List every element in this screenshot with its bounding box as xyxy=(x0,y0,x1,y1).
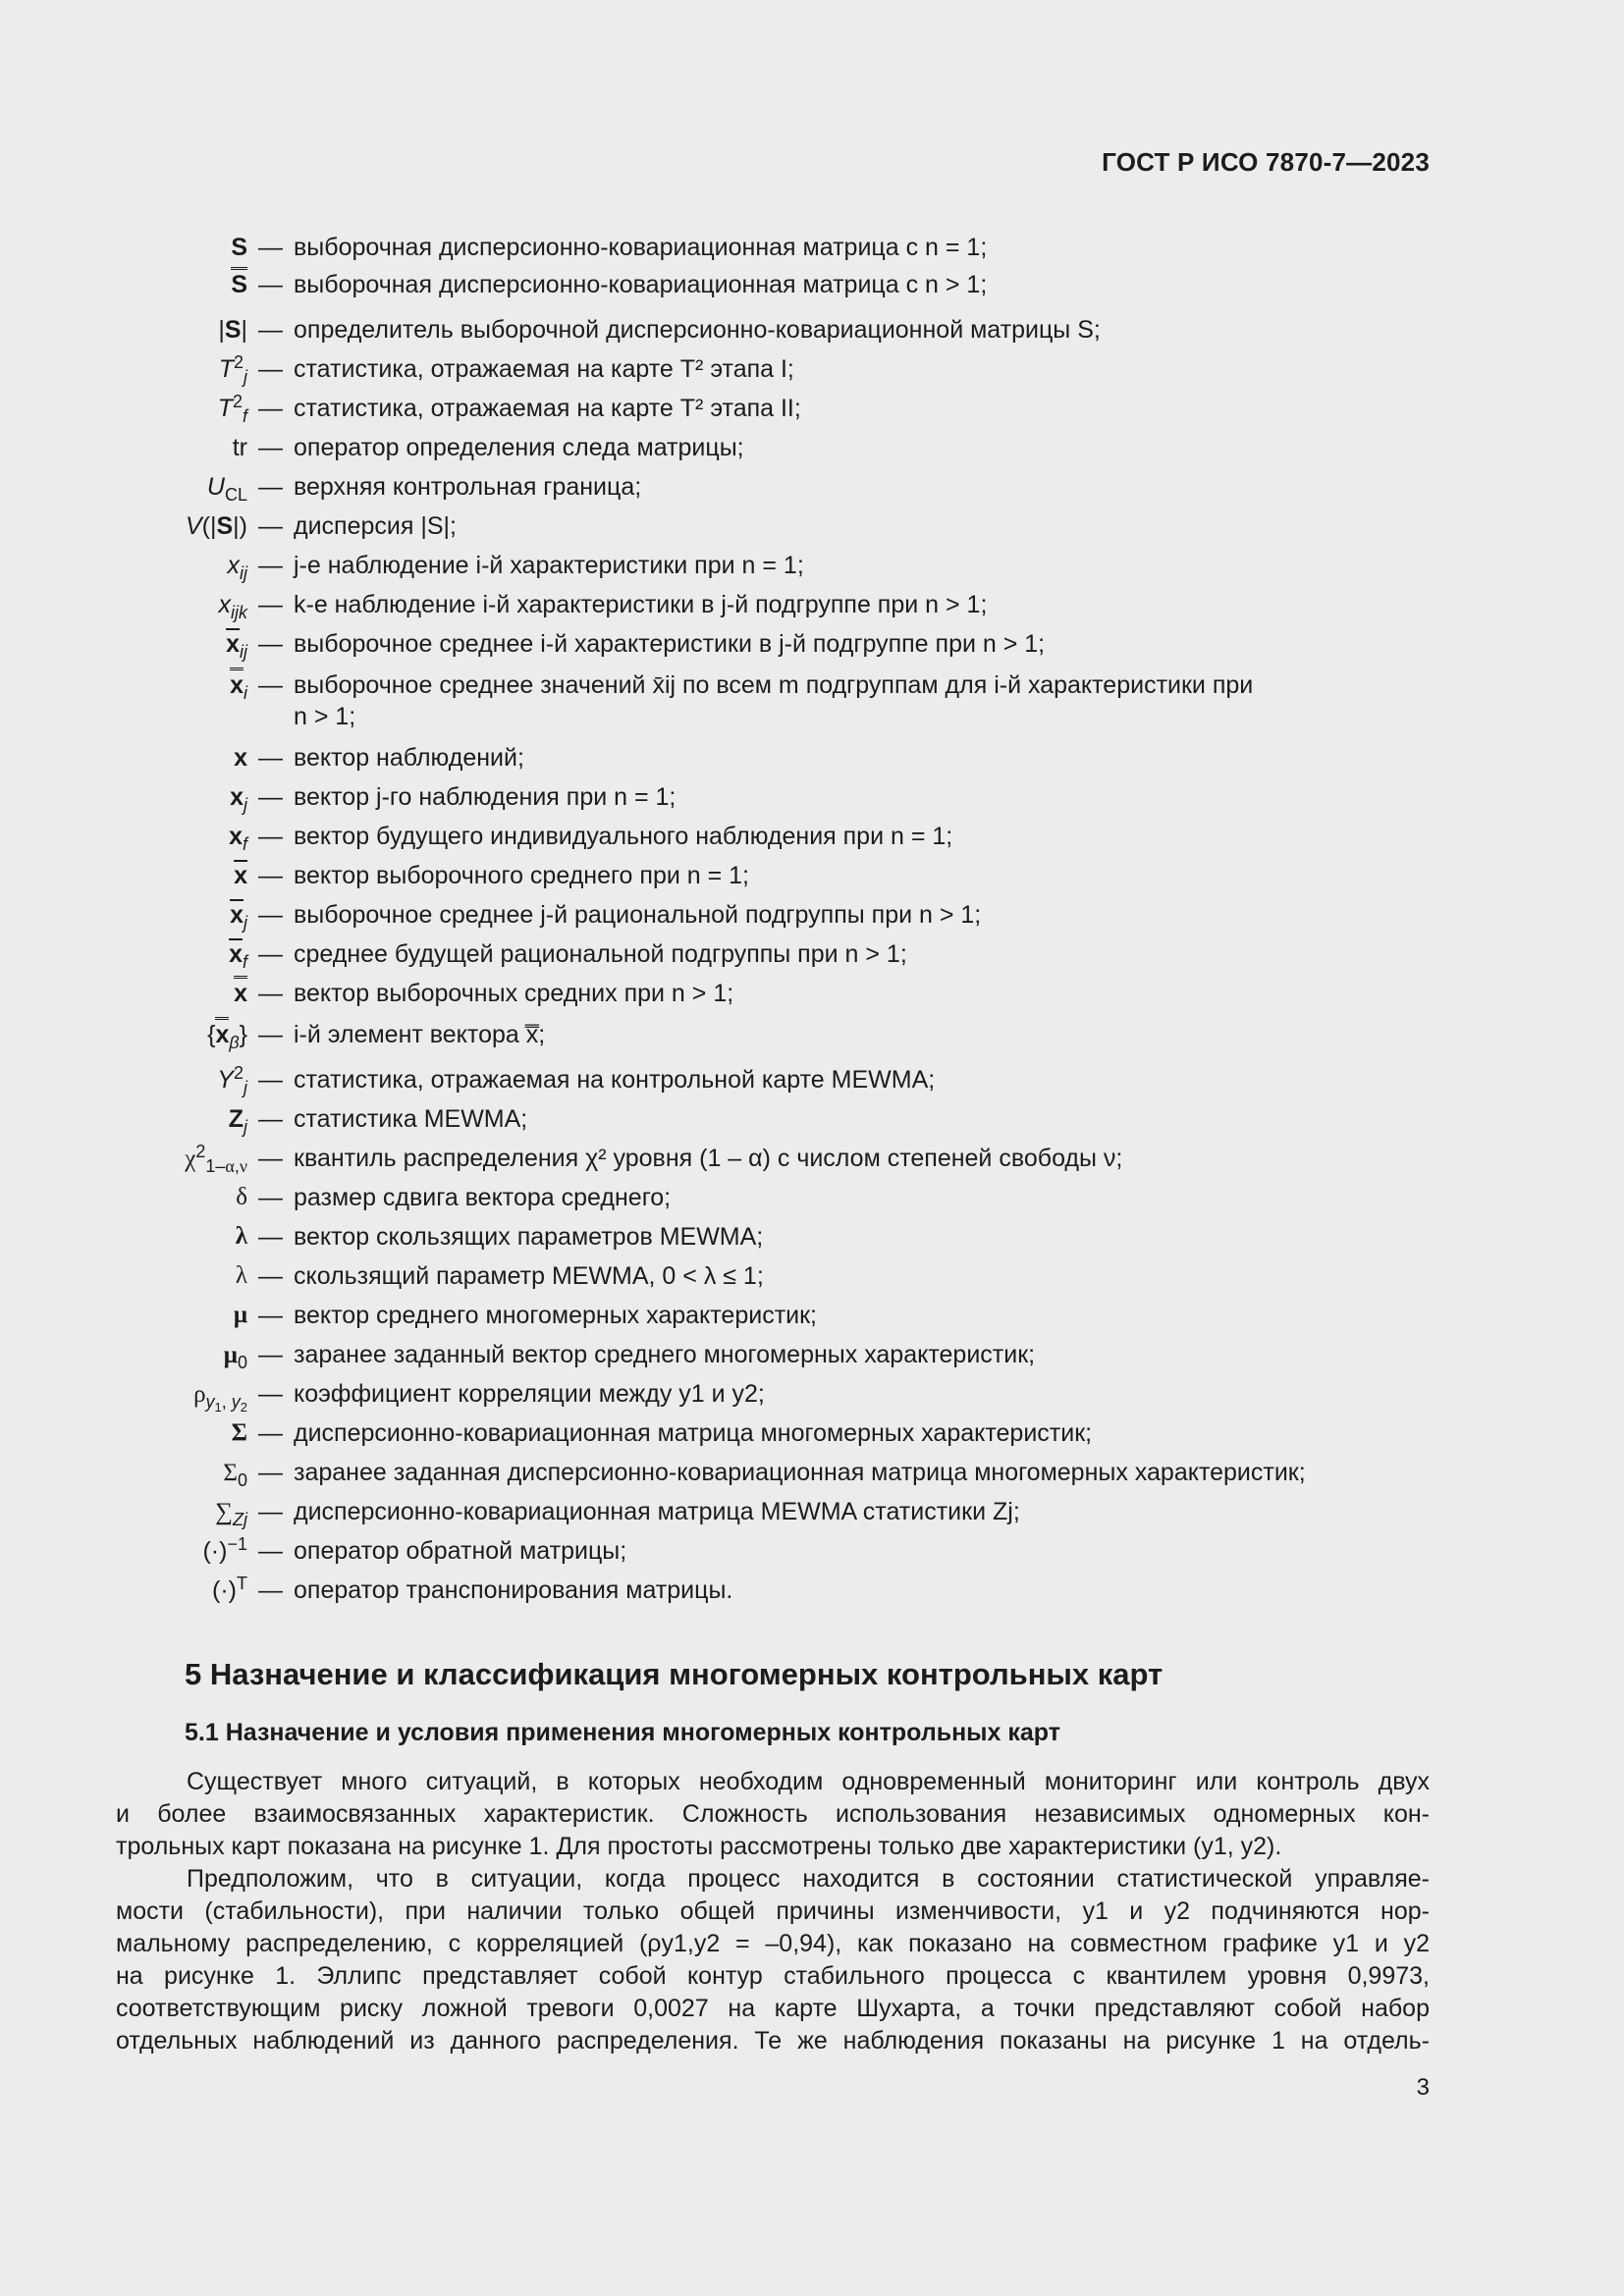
document-id: ГОСТ Р ИСО 7870-7—2023 xyxy=(1102,147,1430,177)
symbol-definition: оператор определения следа матрицы; xyxy=(294,434,744,461)
symbol-term: $\overline{x}_{ij}$ xyxy=(226,630,247,662)
symbol-definition: вектор скользящих параметров MEWMA; xyxy=(294,1223,764,1251)
symbol-row xyxy=(0,781,1624,821)
symbol-row xyxy=(0,1575,1624,1614)
body-text xyxy=(116,1766,1430,2057)
symbol-term: λ xyxy=(235,1223,247,1250)
paragraph-line: отдельных наблюдений из данного распределения. Те же наблюдения показаны на рисунке 1 на отдель- xyxy=(116,2027,1430,2055)
dash: — xyxy=(258,1105,283,1133)
dash: — xyxy=(258,980,283,1007)
dash: — xyxy=(258,1459,283,1486)
paragraph-line: Существует много ситуаций, в которых необходим одновременный мониторинг или контроль двух xyxy=(187,1768,1430,1795)
dash: — xyxy=(258,434,283,461)
symbol-row xyxy=(0,550,1624,589)
symbol-definition: скользящий параметр MEWMA, 0 < λ ≤ 1; xyxy=(294,1262,764,1290)
symbol-definition: среднее будущей рациональной подгруппы при n > 1; xyxy=(294,940,907,968)
symbol-row xyxy=(0,393,1624,432)
dash: — xyxy=(258,1380,283,1408)
dash: — xyxy=(258,1223,283,1251)
dash: — xyxy=(258,1419,283,1447)
paragraph-line: мости (стабильности), при наличии только общей причины изменчивости, y1 и y2 подчиняются нор- xyxy=(116,1897,1430,1925)
dash: — xyxy=(258,271,283,298)
symbol-term: tr xyxy=(232,434,247,461)
dash: — xyxy=(258,552,283,579)
subsection-heading: 5.1 Назначение и условия применения многомерных контрольных карт xyxy=(185,1719,1060,1746)
symbol-definition: статистика MEWMA; xyxy=(294,1105,528,1133)
symbol-term: $\overline{x}_f$ xyxy=(229,940,247,972)
symbol-definition: выборочная дисперсионно-ковариационная матрица с n > 1; xyxy=(294,271,988,298)
symbol-definition: размер сдвига вектора среднего; xyxy=(294,1184,672,1211)
symbol-definition: вектор выборочного среднего при n = 1; xyxy=(294,862,750,889)
dash: — xyxy=(258,355,283,383)
dash: — xyxy=(258,1145,283,1172)
symbol-definition: выборочное среднее i-й характеристики в j-й подгруппе при n > 1; xyxy=(294,630,1046,658)
paragraph-line: мальному распределению, с корреляцией (ρy1,y2 = –0,94), как показано на совместном графике y1 и y2 xyxy=(116,1930,1430,1957)
symbol-term: S xyxy=(0,269,247,300)
symbol-row xyxy=(0,1019,1624,1064)
symbol-row xyxy=(0,899,1624,938)
symbol-definition: статистика, отражаемая на контрольной карте MEWMA; xyxy=(294,1066,936,1094)
symbol-definition: k-е наблюдение i-й характеристики в j-й подгруппе при n > 1; xyxy=(294,591,988,618)
symbol-term: $x_f$ xyxy=(229,823,247,854)
section-heading: 5 Назначение и классификация многомерных контрольных карт xyxy=(185,1657,1164,1691)
symbol-term: V(|S|) xyxy=(185,512,247,540)
dash: — xyxy=(258,1341,283,1368)
symbol-definition: дисперсионно-ковариационная матрица многомерных характеристик; xyxy=(294,1419,1093,1447)
symbol-definition: определитель выборочной дисперсионно-ковариационной матрицы S; xyxy=(294,316,1101,344)
symbol-row xyxy=(0,1417,1624,1457)
symbol-row xyxy=(0,1221,1624,1260)
symbol-term: $\overline{x}_j$ xyxy=(230,901,247,933)
symbol-term: $U_{CL}$ xyxy=(206,473,247,505)
paragraph-line: и более взаимосвязанных характеристик. Сложность использования независимых одномерных кон- xyxy=(116,1800,1430,1828)
dash: — xyxy=(258,1576,283,1604)
symbol-definition: статистика, отражаемая на карте T² этапа II; xyxy=(294,395,801,422)
page-number: 3 xyxy=(1416,2074,1430,2101)
symbol-definition: дисперсия |S|; xyxy=(294,512,457,540)
symbol-row xyxy=(0,1339,1624,1378)
dash: — xyxy=(258,395,283,422)
symbol-row xyxy=(0,860,1624,899)
dash: — xyxy=(258,630,283,658)
symbol-row xyxy=(0,742,1624,781)
symbol-term: μ xyxy=(233,1302,247,1328)
dash: — xyxy=(258,783,283,811)
symbol-definition: коэффициент корреляции между y1 и y2; xyxy=(294,1380,765,1408)
symbol-row xyxy=(0,669,1624,742)
dash: — xyxy=(258,1262,283,1290)
dash: — xyxy=(258,1537,283,1565)
dash: — xyxy=(258,473,283,501)
symbol-term: |S| xyxy=(218,316,247,344)
symbol-definition: выборочное среднее значений x̄ij по всем m подгруппам для i-й характеристики при n > 1; xyxy=(294,671,1254,730)
symbol-row xyxy=(0,1535,1624,1575)
symbol-row xyxy=(0,1064,1624,1103)
dash: — xyxy=(258,1498,283,1525)
paragraph xyxy=(116,1863,1430,2057)
symbol-row xyxy=(0,1457,1624,1496)
paragraph xyxy=(116,1766,1430,1863)
symbol-term: $(\cdot)^{-1}$ xyxy=(202,1534,247,1565)
dash: — xyxy=(258,316,283,344)
symbol-row xyxy=(0,232,1624,269)
symbol-row xyxy=(0,1143,1624,1182)
symbol-definition: дисперсионно-ковариационная матрица MEWMA статистики Zj; xyxy=(294,1498,1020,1525)
dash: — xyxy=(258,1066,283,1094)
symbol-row xyxy=(0,1378,1624,1417)
symbol-term: $x_{ij}$ xyxy=(227,552,247,583)
symbol-definition: вектор среднего многомерных характеристик; xyxy=(294,1302,817,1329)
symbol-term: S xyxy=(231,234,247,261)
dash: — xyxy=(258,671,283,699)
symbol-term: $x_{ijk}$ xyxy=(218,591,247,622)
symbol-definition: вектор выборочных средних при n > 1; xyxy=(294,980,734,1007)
symbol-definition: j-е наблюдение i-й характеристики при n = 1; xyxy=(294,552,804,579)
symbol-term: $\chi^2_{1-\alpha,\nu}$ xyxy=(185,1142,247,1176)
symbol-definition: квантиль распределения χ² уровня (1 – α) с числом степеней свободы ν; xyxy=(294,1145,1123,1172)
symbol-term: $\{x_\beta\}$ xyxy=(0,1019,247,1050)
symbol-definition: статистика, отражаемая на карте T² этапа I; xyxy=(294,355,794,383)
symbol-row xyxy=(0,821,1624,860)
symbol-row xyxy=(0,589,1624,628)
dash: — xyxy=(258,940,283,968)
symbol-term: δ xyxy=(236,1184,247,1210)
symbol-term: $T^2_j$ xyxy=(218,352,247,387)
symbol-list xyxy=(0,232,1624,1614)
paragraph-line: соответствующим риску ложной тревоги 0,0027 на карте Шухарта, а точки представляют собой набор xyxy=(116,1995,1430,2022)
symbol-definition: вектор j-го наблюдения при n = 1; xyxy=(294,783,677,811)
symbol-definition: вектор будущего индивидуального наблюдения при n = 1; xyxy=(294,823,953,850)
symbol-term: $\rho_{y_1, y_2}$ xyxy=(193,1381,247,1415)
symbol-row xyxy=(0,1300,1624,1339)
symbol-row xyxy=(0,353,1624,393)
symbol-definition: оператор обратной матрицы; xyxy=(294,1537,627,1565)
dash: — xyxy=(258,1021,283,1048)
dash: — xyxy=(258,512,283,540)
symbol-term: x xyxy=(234,744,247,772)
paragraph-line: на рисунке 1. Эллипс представляет собой контур стабильного процесса с квантилем уровня 0,9973, xyxy=(116,1962,1430,1990)
symbol-definition: i-й элемент вектора x̿; xyxy=(294,1021,546,1048)
symbol-term: $\overline{x}$ xyxy=(234,862,247,889)
symbol-definition: заранее заданный вектор среднего многомерных характеристик; xyxy=(294,1341,1036,1368)
symbol-definition: оператор транспонирования матрицы. xyxy=(294,1576,733,1604)
symbol-row xyxy=(0,1260,1624,1300)
dash: — xyxy=(258,862,283,889)
symbol-definition: выборочная дисперсионно-ковариационная матрица с n = 1; xyxy=(294,234,988,261)
symbol-term: x xyxy=(0,978,247,1009)
dash: — xyxy=(258,591,283,618)
symbol-term: λ xyxy=(235,1262,247,1289)
symbol-row xyxy=(0,978,1624,1019)
symbol-row xyxy=(0,314,1624,353)
symbol-row xyxy=(0,1182,1624,1221)
symbol-row xyxy=(0,510,1624,550)
dash: — xyxy=(258,1302,283,1329)
dash: — xyxy=(258,823,283,850)
dash: — xyxy=(258,901,283,929)
symbol-definition: верхняя контрольная граница; xyxy=(294,473,642,501)
symbol-row xyxy=(0,269,1624,314)
symbol-definition: выборочное среднее j-й рациональной подгруппы при n > 1; xyxy=(294,901,982,929)
symbol-term: $\mu_0$ xyxy=(223,1342,247,1372)
paragraph-line: трольных карт показана на рисунке 1. Для простоты рассмотрены только две характеристики (y1, y2). xyxy=(116,1833,1282,1860)
symbol-term: $T^2_f$ xyxy=(217,392,247,426)
symbol-term: $Y^2_j$ xyxy=(217,1063,247,1097)
symbol-row xyxy=(0,471,1624,510)
dash: — xyxy=(258,234,283,261)
symbol-term: Σ xyxy=(231,1419,247,1446)
symbol-term: $\sum_{Zj}$ xyxy=(215,1499,247,1529)
symbol-row xyxy=(0,432,1624,471)
symbol-term: $(\cdot)^T$ xyxy=(212,1574,247,1604)
symbol-definition: заранее заданная дисперсионно-ковариационная матрица многомерных характеристик; xyxy=(294,1459,1306,1486)
dash: — xyxy=(258,1184,283,1211)
symbol-row xyxy=(0,938,1624,978)
symbol-row xyxy=(0,1496,1624,1535)
symbol-term: $x_i$ xyxy=(0,669,247,701)
symbol-term: $x_j$ xyxy=(230,783,247,815)
symbol-row xyxy=(0,1103,1624,1143)
symbol-term: $Z_j$ xyxy=(228,1105,247,1137)
symbol-row xyxy=(0,628,1624,669)
symbol-term: $\Sigma_0$ xyxy=(223,1460,247,1490)
symbol-definition: вектор наблюдений; xyxy=(294,744,524,772)
paragraph-line: Предположим, что в ситуации, когда процесс находится в состоянии статистической управляе- xyxy=(187,1865,1430,1893)
dash: — xyxy=(258,744,283,772)
